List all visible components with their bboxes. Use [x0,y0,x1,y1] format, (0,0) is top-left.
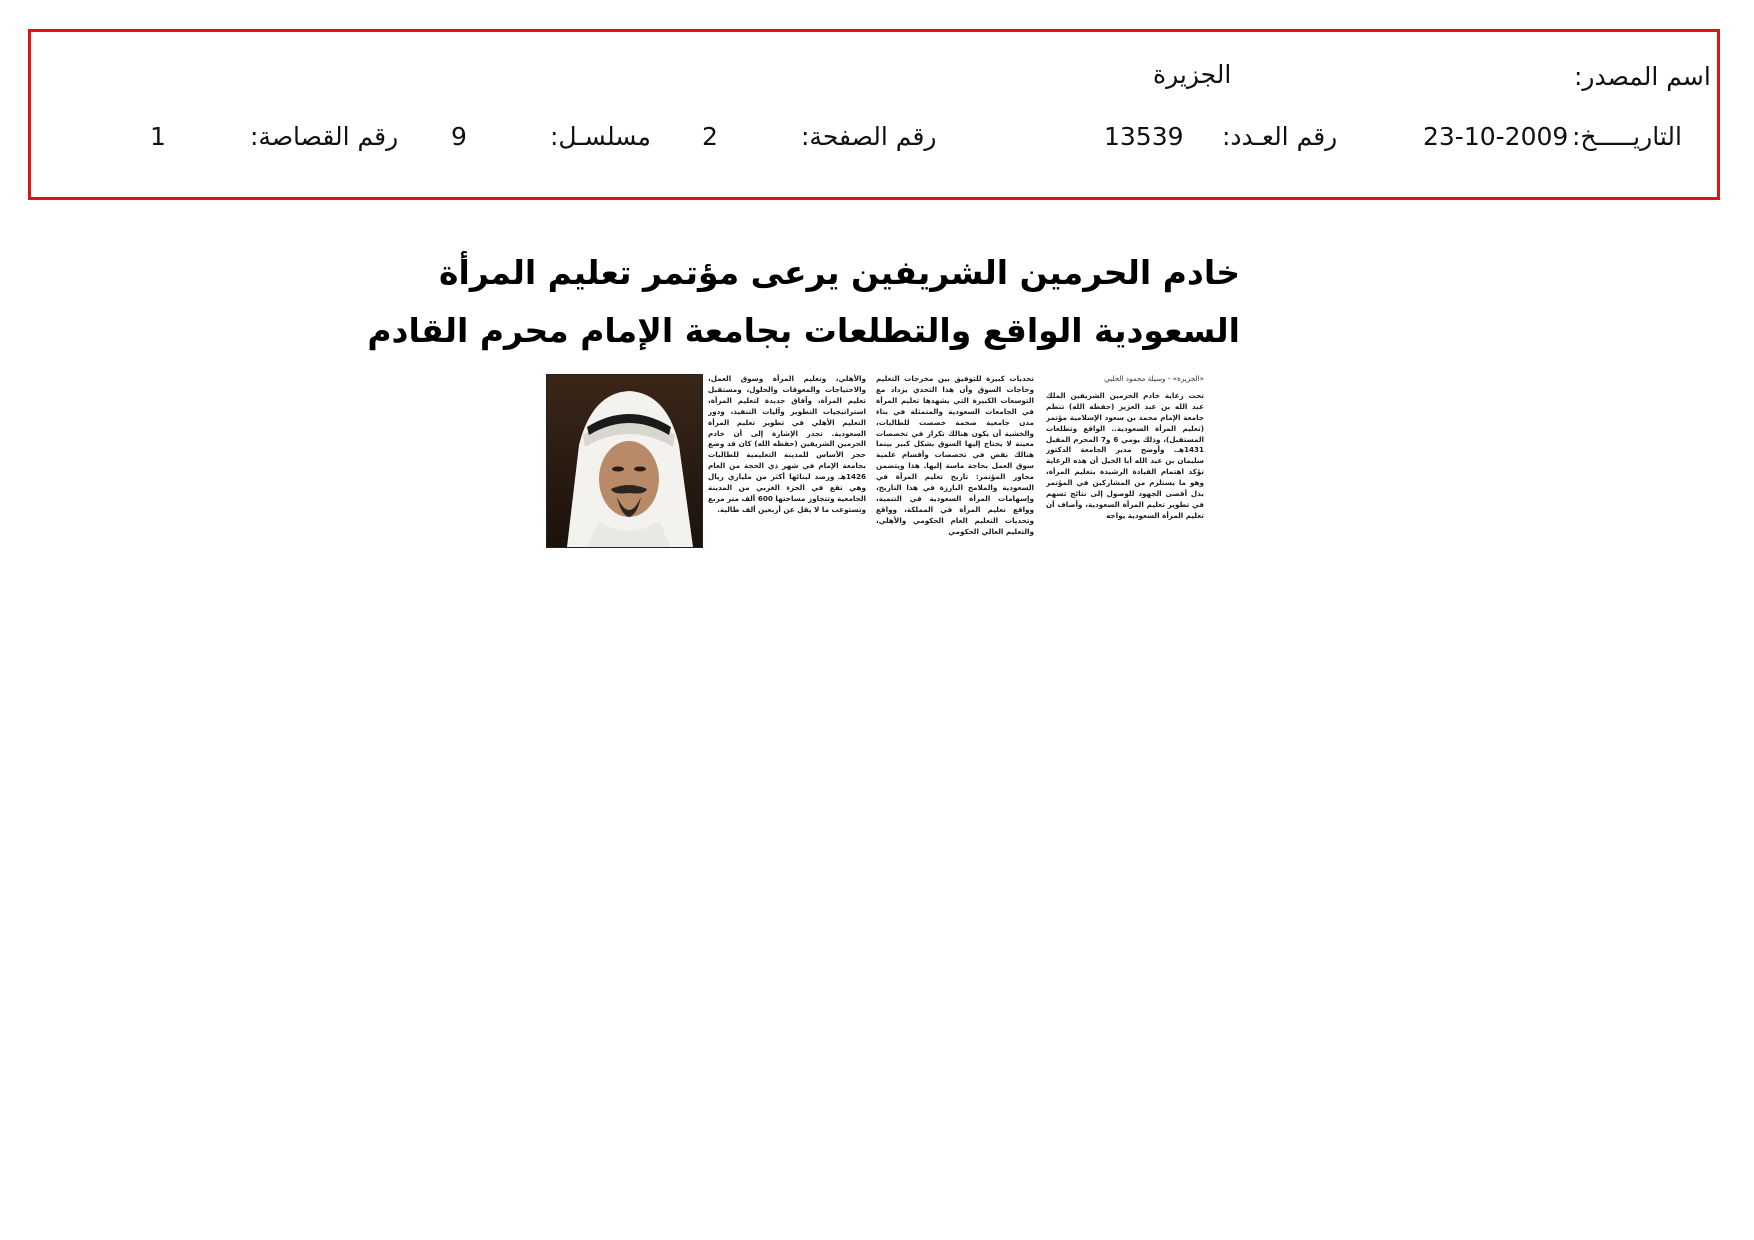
article-column-3 [708,374,866,552]
source-value: الجزيرة [1153,60,1232,89]
source-label: اسم المصدر: [1574,62,1711,91]
headline-line-1: خادم الحرمين الشريفين يرعى مؤتمر تعليم المرأة [439,253,1240,292]
page-value: 2 [702,122,718,151]
clip-number-label: رقم القصاصة: [250,122,399,151]
article-photo [546,374,703,548]
serial-value: 9 [451,122,467,151]
article-byline: «الجزيرة» - وسيلة محمود الحلبي [1104,374,1204,383]
headline-line-2: السعودية الواقع والتطلعات بجامعة الإمام محرم القادم [367,311,1240,350]
article-column-1-text: تحت رعاية خادم الحرمين الشريفين الملك عبد الله بن عبد العزيز (حفظه الله) تنظم جامعة الإمام محمد بن سعود الإسلامية مؤتمر (تعليم المرأة السعودية.. الواقع وتطلعات المستقبل)، وذلك يومي 6 و7 المحرم المقبل 1431هـ. وأوضح مدير الجامعة الدكتور سليمان بن عبد الله أبا الخيل أن هذه الرعاية تؤكد اهتمام القيادة الرشيدة بتعليم المرأة، وهو ما يستلزم من المشاركين في المؤتمر بذل أقصى الجهود للوصول إلى نتائج تسهم في تطوير تعليم المرأة السعودية، وأضاف أن تعليم المرأة السعودية يواجه [1046,390,1204,520]
date-label: التاريـــــخ: [1572,122,1682,151]
issue-label: رقم العـدد: [1222,122,1338,151]
article-column-2-text: تحديات كبيرة للتوفيق بين مخرجات التعليم وحاجات السوق وأن هذا التحدي يزداد مع التوسعات الكبيرة التي يشهدها تعليم المرأة في الجامعات السعودية والمتمثلة في بناء مدن جامعية ضخمة خصصت للطالبات، والخشية أن يكون هنالك تكرار في تخصصات معينة لا يحتاج إليها السوق بشكل كبير بينما هنالك نقص في تخصصات وأقسام علمية سوق العمل بحاجة ماسة إليها. هذا ويتضمن محاور المؤتمر: تاريخ تعليم المرأة في السعودية والملامح البارزة في هذا التاريخ، وإسهامات المرأة السعودية في التنمية، وواقع تعليم المرأة في المملكة، وواقع وتحديات التعليم العام الحكومي والأهلي، والتعليم العالي الحكومي [876,374,1034,536]
portrait-image [547,375,702,547]
serial-label: مسلسـل: [550,122,651,151]
issue-value: 13539 [1104,122,1184,151]
clip-number-value: 1 [150,122,166,151]
metadata-box [28,29,1720,200]
article-column-1 [1046,374,1204,552]
date-value: 23-10-2009 [1423,122,1569,151]
page-label: رقم الصفحة: [801,122,937,151]
article-column-2 [876,374,1034,552]
article-column-3-text: والأهلي، وتعليم المرأة وسوق العمل، والاحتياجات والمعوقات والحلول، ومستقبل تعليم المرأة، وآفاق جديدة لتعليم المرأة، استراتيجيات التطوير وآليات التنفيذ، ودور التعليم الأهلي في تطوير تعليم المرأة السعودية. تجدر الإشارة إلى أن خادم الحرمين الشريفين (حفظه الله) كان قد وضع حجر الأساس للمدينة التعليمية للطالبات بجامعة الإمام في شهر ذي الحجة من العام 1426هـ ورصد لبنائها أكثر من ملياري ريال وهي تقع في الجزء الغربي من المدينة الجامعية وتتجاوز مساحتها 600 ألف متر مربع وتستوعب ما لا يقل عن أربعين ألف طالبة. [708,374,866,514]
